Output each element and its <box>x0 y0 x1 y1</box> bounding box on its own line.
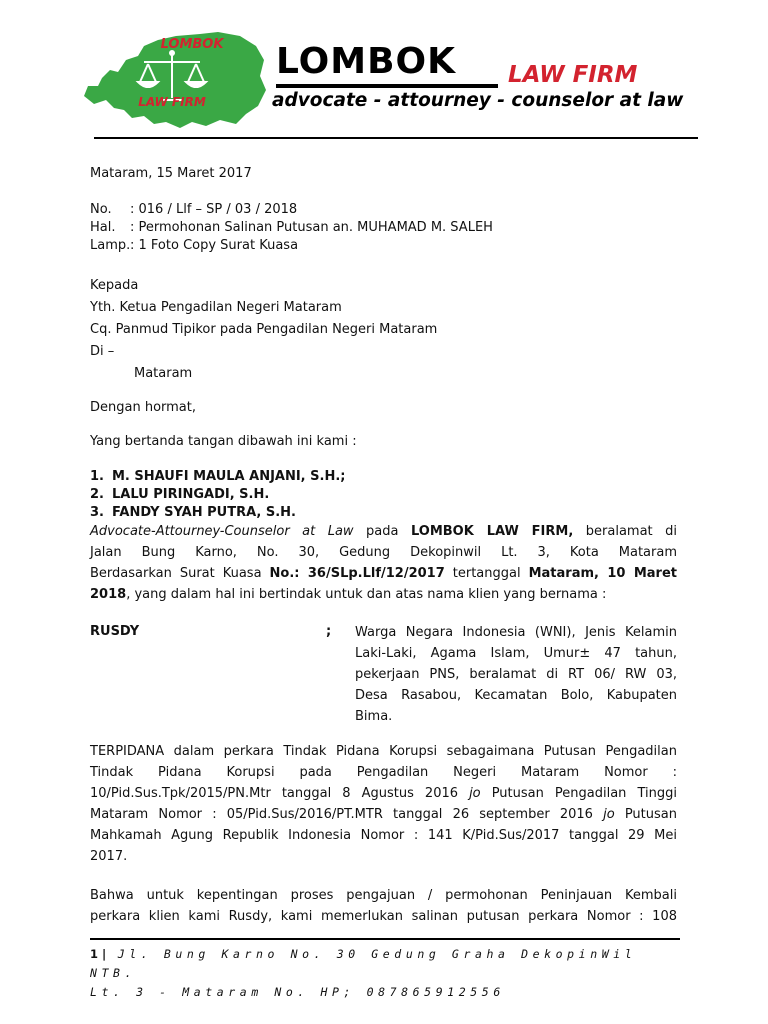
addressee-cq: Cq. Panmud Tipikor pada Pengadilan Negeri Mataram <box>90 322 438 337</box>
para3-line: perkara klien kami Rusdy, kami memerlukan salinan putusan perkara Nomor : 108 <box>90 909 677 924</box>
representation-paragraph <box>90 521 677 605</box>
text-span: Putusan <box>614 807 677 822</box>
meta-number-label: No. <box>90 202 112 217</box>
client-desc-line: Laki-Laki, Agama Islam, Umur± 47 tahun, <box>355 646 677 661</box>
intro-line: Yang bertanda tangan dibawah ini kami : <box>90 434 357 449</box>
footer-address <box>90 945 680 1002</box>
addressee-kepada: Kepada <box>90 278 139 293</box>
para2-line <box>90 783 677 804</box>
para1-line: Jalan Bung Karno, No. 30, Gedung Dekopinwil Lt. 3, Kota Mataram <box>90 545 677 560</box>
footer-address-line-1: Jl. Bung Karno No. 30 Gedung Graha DekopinWil NTB. <box>90 947 637 980</box>
meta-attachment-label: Lamp. <box>90 238 131 253</box>
para2-line: Mahkamah Agung Republik Indonesia Nomor : 141 K/Pid.Sus/2017 tanggal 29 Mei <box>90 828 677 843</box>
lawyer-name: LALU PIRINGADI, S.H. <box>112 487 270 502</box>
brand-underline <box>276 84 498 88</box>
para1-line <box>90 563 677 584</box>
meta-subject <box>90 219 493 237</box>
text-span: Berdasarkan Surat Kuasa <box>90 566 270 581</box>
meta-attachment-value: : 1 Foto Copy Surat Kuasa <box>130 238 299 253</box>
attorney-year: 2018 <box>90 587 127 602</box>
date-line: Mataram, 15 Maret 2017 <box>90 166 252 181</box>
logo-bottom-text: LAW FIRM <box>138 95 206 109</box>
brand-name: LOMBOK <box>276 41 457 82</box>
addressee-di: Di – <box>90 344 115 359</box>
para1-line <box>90 584 677 605</box>
lawyer-name: FANDY SYAH PUTRA, S.H. <box>112 505 296 520</box>
request-paragraph <box>90 885 677 927</box>
text-span: beralamat di <box>573 524 677 539</box>
lawyer-item <box>90 504 296 522</box>
addressee-yth: Yth. Ketua Pengadilan Negeri Mataram <box>90 300 342 315</box>
client-desc-line: Desa Rasabou, Kecamatan Bolo, Kabupaten <box>355 688 677 703</box>
client-desc-line: Bima. <box>355 709 393 724</box>
client-name: RUSDY <box>90 624 140 639</box>
text-span: pada <box>353 524 411 539</box>
tagline: advocate - attourney - counselor at law <box>272 90 684 111</box>
para3-line: Bahwa untuk kepentingan proses pengajuan / permohonan Peninjauan Kembali <box>90 888 677 903</box>
law-firm-text: LAW FIRM <box>508 62 638 88</box>
attorney-date: Mataram, 10 Maret <box>528 566 677 581</box>
client-separator: ; <box>326 624 332 639</box>
footer-address-line-2: Lt. 3 - Mataram No. HP; 087865912556 <box>90 985 505 999</box>
text-span: 10/Pid.Sus.Tpk/2015/PN.Mtr tanggal 8 Agustus 2016 <box>90 786 470 801</box>
text-span: Putusan Pengadilan Tinggi <box>480 786 677 801</box>
advocate-title: Advocate-Attourney-Counselor at Law <box>90 524 354 539</box>
meta-number <box>90 201 297 219</box>
meta-subject-value: : Permohonan Salinan Putusan an. MUHAMAD M. SALEH <box>130 220 493 235</box>
lawyer-item <box>90 486 269 504</box>
jo-text: jo <box>469 786 481 801</box>
meta-attachment <box>90 237 298 255</box>
footer-divider <box>90 938 680 940</box>
addressee-city: Mataram <box>134 366 193 381</box>
client-desc-line: pekerjaan PNS, beralamat di RT 06/ RW 03, <box>355 667 677 682</box>
para2-line: Tindak Pidana Korupsi pada Pengadilan Negeri Mataram Nomor : <box>90 765 677 780</box>
text-span: Mataram Nomor : 05/Pid.Sus/2016/PT.MTR tanggal 26 september 2016 <box>90 807 604 822</box>
greeting: Dengan hormat, <box>90 400 197 415</box>
lawyer-number: 3. <box>90 505 104 520</box>
client-desc-line: Warga Negara Indonesia (WNI), Jenis Kelamin <box>355 625 677 640</box>
para1-line <box>90 521 677 542</box>
lawyer-number: 2. <box>90 487 104 502</box>
jo-text: jo <box>603 807 615 822</box>
logo-top-text: LOMBOK <box>160 37 224 52</box>
client-description <box>355 622 677 727</box>
text-span: tertanggal <box>444 566 529 581</box>
power-of-attorney-number: No.: 36/SLp.Llf/12/2017 <box>269 566 445 581</box>
verdict-paragraph <box>90 741 677 867</box>
para2-line: TERPIDANA dalam perkara Tindak Pidana Korupsi sebagaimana Putusan Pengadilan <box>90 744 677 759</box>
lawyer-name: M. SHAUFI MAULA ANJANI, S.H.; <box>112 469 346 484</box>
header-divider <box>94 137 698 139</box>
page-number: 1 | <box>90 947 107 961</box>
meta-subject-label: Hal. <box>90 220 116 235</box>
lombok-map-logo <box>80 26 270 132</box>
meta-number-value: : 016 / Llf – SP / 03 / 2018 <box>130 202 298 217</box>
lawyer-item <box>90 468 345 486</box>
para2-line: 2017. <box>90 849 128 864</box>
lawyer-number: 1. <box>90 469 104 484</box>
text-span: , yang dalam hal ini bertindak untuk dan atas nama klien yang bernama : <box>126 587 607 602</box>
para2-line <box>90 804 677 825</box>
firm-name: LOMBOK LAW FIRM, <box>410 524 574 539</box>
